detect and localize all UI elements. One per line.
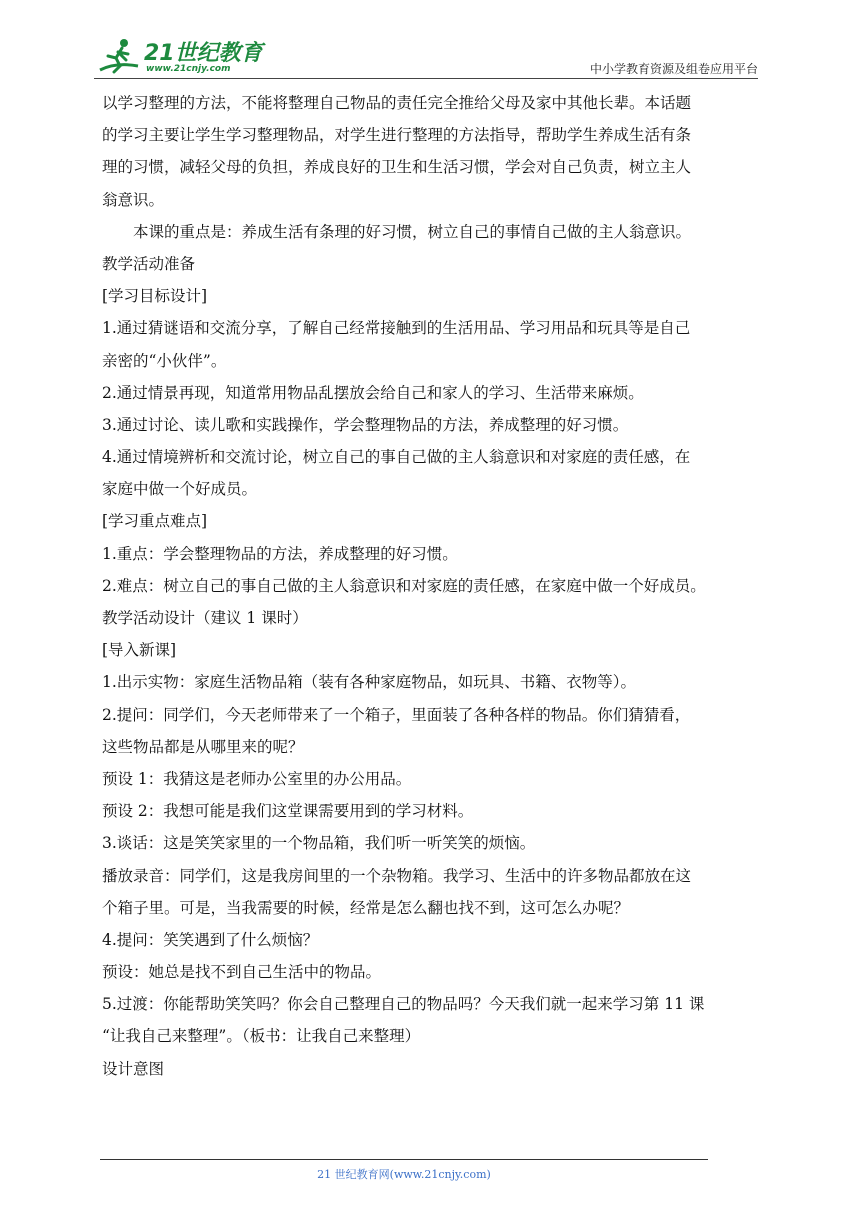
text-line: 1.重点：学会整理物品的方法，养成整理的好习惯。 [102, 544, 458, 563]
platform-title: 中小学教育资源及组卷应用平台 [589, 62, 758, 76]
text-line: 1.出示实物：家庭生活物品箱（装有各种家庭物品，如玩具、书籍、衣物等）。 [102, 673, 637, 692]
text-line: 的学习主要让学生学习整理物品，对学生进行整理的方法指导，帮助学生养成生活有条 [102, 126, 692, 145]
subsection-heading: [导入新课] [102, 641, 177, 660]
header-divider [94, 78, 758, 79]
text-line: 5.过渡：你能帮助笑笑吗？你会自己整理自己的物品吗？今天我们就一起来学习第 11 课 [102, 995, 705, 1014]
section-heading: 教学活动设计（建议 1 课时） [102, 609, 308, 627]
text-line: 这些物品都是从哪里来的呢？ [102, 737, 304, 756]
runner-logo-icon [96, 36, 142, 76]
text-line: 预设 2：我想可能是我们这堂课需要用到的学习材料。 [102, 802, 474, 821]
text-line: 预设：她总是找不到自己生活中的物品。 [102, 963, 382, 982]
text-line: 家庭中做一个好成员。 [102, 480, 258, 499]
section-heading: 教学活动准备 [102, 254, 196, 273]
text-line: 2.通过情景再现，知道常用物品乱摆放会给自己和家人的学习、生活带来麻烦。 [102, 383, 644, 402]
text-line: 3.通过讨论、读儿歌和实践操作，学会整理物品的方法，养成整理的好习惯。 [102, 415, 629, 434]
subsection-heading: [学习目标设计] [102, 287, 208, 306]
text-line: 4.提问：笑笑遇到了什么烦恼？ [102, 930, 319, 949]
text-line: 理的习惯，减轻父母的负担，养成良好的卫生和生活习惯，学会对自己负责，树立主人 [102, 158, 692, 177]
footer-divider [100, 1159, 708, 1160]
site-logo[interactable] [94, 34, 264, 78]
key-point-paragraph: 本课的重点是：养成生活有条理的好习惯，树立自己的事情自己做的主人翁意识。 [133, 222, 692, 241]
page-header [94, 30, 758, 80]
logo-text: 21世纪教育 [144, 41, 263, 66]
text-line: 2.提问：同学们，今天老师带来了一个箱子，里面装了各种各样的物品。你们猜猜看， [102, 705, 691, 724]
text-line: 2.难点：树立自己的事自己做的主人翁意识和对家庭的责任感，在家庭中做一个好成员。 [102, 576, 706, 595]
text-line: 播放录音：同学们，这是我房间里的一个杂物箱。我学习、生活中的许多物品都放在这 [102, 866, 692, 885]
section-heading: 设计意图 [102, 1059, 165, 1078]
text-line: 以学习整理的方法，不能将整理自己物品的责任完全推给父母及家中其他长辈。本话题 [102, 94, 692, 112]
text-line: 预设 1：我猜这是老师办公室里的办公用品。 [102, 769, 412, 788]
text-line: 翁意识。 [102, 190, 165, 209]
document-body [102, 87, 762, 1085]
text-line: 1.通过猜谜语和交流分享，了解自己经常接触到的生活用品、学习用品和玩具等是自己 [102, 319, 691, 338]
logo-url: www.21cnjy.com [146, 64, 231, 74]
text-line: 3.谈话：这是笑笑家里的一个物品箱，我们听一听笑笑的烦恼。 [102, 834, 536, 853]
text-line: 个箱子里。可是，当我需要的时候，经常是怎么翻也找不到，这可怎么办呢？ [102, 898, 630, 917]
text-line: 4.通过情境辨析和交流讨论，树立自己的事自己做的主人翁意识和对家庭的责任感，在 [102, 448, 691, 467]
text-line: “让我自己来整理”。（板书：让我自己来整理） [102, 1027, 421, 1046]
text-line: 亲密的“小伙伴”。 [102, 351, 227, 370]
subsection-heading: [学习重点难点] [102, 512, 208, 531]
footer-link[interactable]: 21 世纪教育网(www.21cnjy.com) [317, 1168, 491, 1181]
